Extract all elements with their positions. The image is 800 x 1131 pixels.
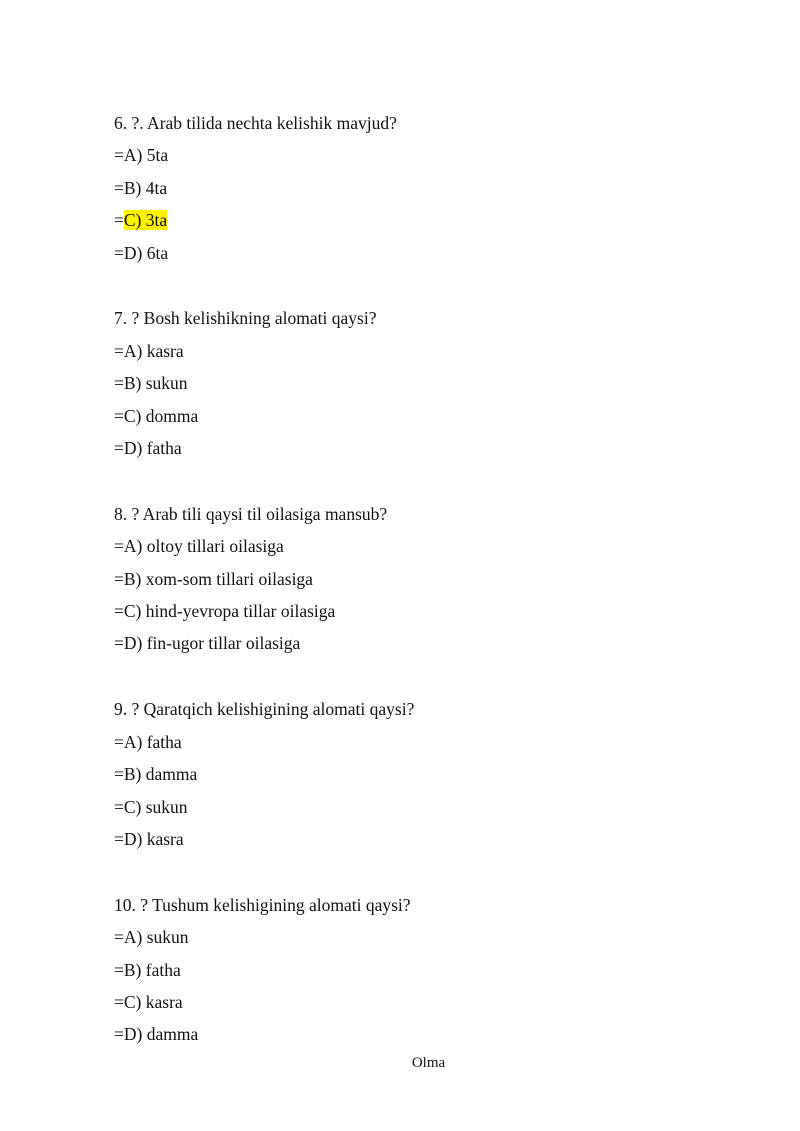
answer-label: B) sukun: [123, 373, 188, 394]
answer-prefix: =: [114, 991, 124, 1012]
question-prompt: 9. ? Qaratqich kelishigining alomati qaysi?: [114, 699, 415, 720]
answer-prefix: =: [114, 568, 124, 589]
answer-option: [114, 367, 714, 399]
answer-option: [114, 791, 714, 823]
answer-prefix: =: [114, 601, 124, 622]
answer-option: [114, 563, 714, 595]
answer-label: C) hind-yevropa tillar oilasiga: [123, 601, 336, 622]
question-block: [114, 107, 714, 269]
answer-option: [114, 530, 714, 562]
question-block: [114, 693, 714, 855]
answer-label: B) 4ta: [123, 177, 168, 198]
answer-option: [114, 921, 714, 953]
answer-label: B) damma: [123, 764, 198, 785]
answer-label: A) kasra: [123, 340, 184, 361]
answer-label: A) fatha: [123, 731, 182, 752]
answer-prefix: =: [114, 764, 124, 785]
question-prompt: 8. ? Arab tili qaysi til oilasiga mansub?: [114, 503, 388, 524]
answer-label: C) sukun: [123, 796, 188, 817]
answer-option: [114, 986, 714, 1018]
answer-option: [114, 139, 714, 171]
answer-option: [114, 954, 714, 986]
page-footer: Olma: [411, 1055, 446, 1071]
answer-prefix: =: [114, 405, 124, 426]
answer-prefix: =: [114, 633, 124, 654]
answer-option: [114, 432, 714, 464]
answer-label: B) xom-som tillari oilasiga: [123, 568, 313, 589]
answer-prefix: =: [114, 210, 124, 231]
answer-option: [114, 204, 714, 236]
answer-label: A) oltoy tillari oilasiga: [123, 536, 284, 557]
answer-prefix: =: [114, 828, 124, 849]
question-list: [114, 107, 714, 1084]
answer-prefix: =: [114, 927, 124, 948]
answer-prefix: =: [114, 959, 124, 980]
answer-label: D) fin-ugor tillar oilasiga: [123, 633, 301, 654]
answer-prefix: =: [114, 340, 124, 361]
answer-label: D) 6ta: [123, 242, 169, 263]
question-prompt: 6. ?. Arab tilida nechta kelishik mavjud?: [114, 113, 397, 133]
question-block: [114, 498, 714, 660]
answer-option: [114, 1018, 714, 1050]
answer-option: [114, 595, 714, 627]
answer-prefix: =: [114, 145, 124, 166]
answer-option: [114, 335, 714, 367]
answer-label: D) fatha: [123, 438, 182, 459]
answer-label: A) 5ta: [123, 145, 169, 166]
question-prompt: 10. ? Tushum kelishigining alomati qaysi?: [114, 894, 411, 915]
question-prompt: 7. ? Bosh kelishikning alomati qaysi?: [114, 308, 377, 329]
answer-label: D) damma: [123, 1024, 199, 1045]
answer-prefix: =: [114, 177, 124, 198]
answer-prefix: =: [114, 373, 124, 394]
question-block: [114, 889, 714, 1051]
answer-prefix: =: [114, 1024, 124, 1045]
answer-option: [114, 400, 714, 432]
answer-label: B) fatha: [123, 959, 181, 980]
answer-prefix: =: [114, 242, 124, 263]
answer-prefix: =: [114, 796, 124, 817]
answer-label: C) domma: [123, 405, 199, 426]
question-block: [114, 302, 714, 464]
answer-prefix: =: [114, 731, 124, 752]
answer-label: A) sukun: [123, 927, 189, 948]
answer-option: [114, 823, 714, 855]
answer-label: C) kasra: [123, 991, 183, 1012]
answer-prefix: =: [114, 536, 124, 557]
answer-prefix: =: [114, 438, 124, 459]
answer-label-highlighted: C) 3ta: [123, 210, 168, 231]
answer-option: [114, 172, 714, 204]
answer-option: [114, 237, 714, 269]
answer-option: [114, 627, 714, 659]
answer-option: [114, 726, 714, 758]
answer-label: D) kasra: [123, 828, 184, 849]
answer-option: [114, 758, 714, 790]
